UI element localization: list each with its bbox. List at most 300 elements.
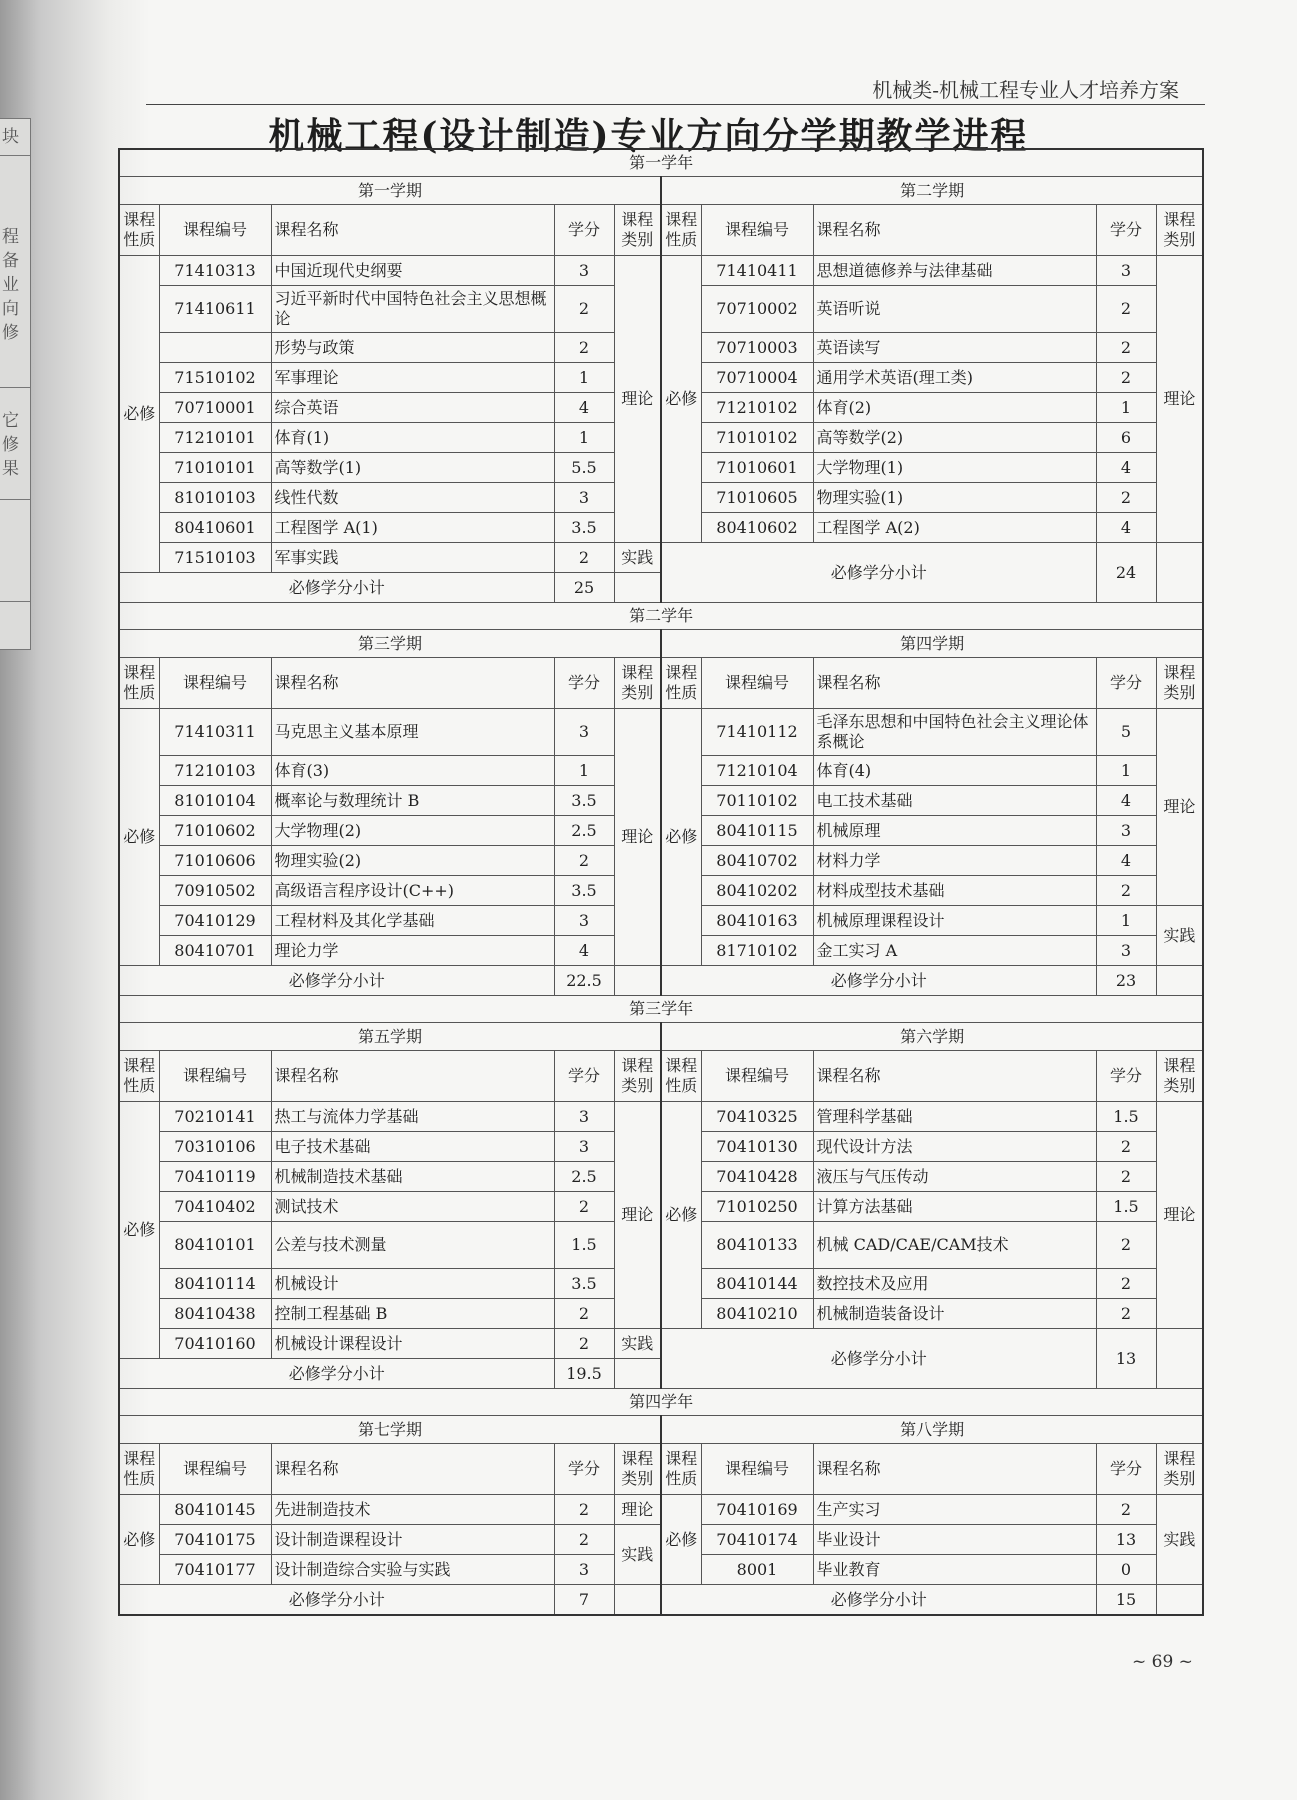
- col-header-credit: 学分: [1096, 205, 1156, 256]
- course-credit: 1.5: [1096, 1102, 1156, 1132]
- course-credit: 4: [554, 393, 614, 423]
- course-name: 设计制造综合实验与实践: [271, 1555, 554, 1585]
- col-header-name: 课程名称: [271, 658, 554, 709]
- fragment-char: 向: [2, 299, 19, 319]
- col-header-category: 课程类别: [614, 205, 661, 256]
- course-code: 80410133: [701, 1222, 813, 1269]
- course-code: 80410114: [159, 1269, 271, 1299]
- col-header-code: 课程编号: [701, 1051, 813, 1102]
- course-credit: 2: [1096, 1222, 1156, 1269]
- course-name: 机械原理课程设计: [813, 906, 1096, 936]
- course-code: 71410112: [701, 709, 813, 756]
- col-header-code: 课程编号: [159, 1444, 271, 1495]
- course-code: 80410601: [159, 513, 271, 543]
- category-cell: 理论: [1156, 256, 1203, 543]
- column-header-row: [119, 658, 1203, 709]
- course-name: 体育(2): [813, 393, 1096, 423]
- course-name: 液压与气压传动: [813, 1162, 1096, 1192]
- fragment-char: 块: [2, 127, 19, 147]
- col-header-name: 课程名称: [271, 205, 554, 256]
- course-name: 马克思主义基本原理: [271, 709, 554, 756]
- course-name: 电子技术基础: [271, 1132, 554, 1162]
- course-name: 机械制造装备设计: [813, 1299, 1096, 1329]
- course-credit: 0: [1096, 1555, 1156, 1585]
- course-credit: 1: [554, 756, 614, 786]
- schedule-table-container: [118, 148, 1202, 1616]
- year-header-row: [119, 996, 1203, 1023]
- col-header-credit: 学分: [1096, 1444, 1156, 1495]
- fragment-rule: [0, 499, 30, 500]
- col-header-name: 课程名称: [813, 205, 1096, 256]
- course-name: 高等数学(1): [271, 453, 554, 483]
- col-header-category: 课程类别: [1156, 205, 1203, 256]
- course-code: 71010101: [159, 453, 271, 483]
- course-name: 习近平新时代中国特色社会主义思想概论: [271, 286, 554, 333]
- course-code: 71010606: [159, 846, 271, 876]
- course-credit: 2: [1096, 363, 1156, 393]
- course-credit: 2.5: [554, 1162, 614, 1192]
- nature-cell: 必修: [661, 1102, 701, 1329]
- course-credit: 2.5: [554, 816, 614, 846]
- course-name: 热工与流体力学基础: [271, 1102, 554, 1132]
- course-row: [119, 966, 1203, 996]
- course-code: 80410144: [701, 1269, 813, 1299]
- course-name: 设计制造课程设计: [271, 1525, 554, 1555]
- course-credit: 1: [1096, 393, 1156, 423]
- subtotal-value: 15: [1096, 1585, 1156, 1616]
- course-name: 生产实习: [813, 1495, 1096, 1525]
- course-credit: 4: [1096, 513, 1156, 543]
- course-credit: 2: [554, 286, 614, 333]
- course-row: [119, 1585, 1203, 1616]
- course-name: 机械原理: [813, 816, 1096, 846]
- semester-header-row: [119, 177, 1203, 205]
- course-name: 思想道德修养与法律基础: [813, 256, 1096, 286]
- semester-header-row: [119, 1023, 1203, 1051]
- course-name: 通用学术英语(理工类): [813, 363, 1096, 393]
- course-code: 80410602: [701, 513, 813, 543]
- subtotal-blank: [614, 1359, 661, 1389]
- course-code: 80410438: [159, 1299, 271, 1329]
- category-cell: 实践: [614, 1525, 661, 1585]
- col-header-nature: 课程性质: [119, 1444, 159, 1495]
- course-credit: 2: [1096, 1495, 1156, 1525]
- course-name: 英语读写: [813, 333, 1096, 363]
- subtotal-label: 必修学分小计: [661, 966, 1096, 996]
- adjacent-page-fragment: [0, 118, 31, 650]
- course-credit: 1: [554, 423, 614, 453]
- course-credit: 1: [1096, 756, 1156, 786]
- course-code: 70410428: [701, 1162, 813, 1192]
- course-name: 工程图学 A(2): [813, 513, 1096, 543]
- subtotal-blank: [614, 966, 661, 996]
- subtotal-label: 必修学分小计: [119, 573, 554, 603]
- year-label: 第四学年: [119, 1389, 1203, 1416]
- col-header-nature: 课程性质: [119, 1051, 159, 1102]
- category-cell: 实践: [614, 1329, 661, 1359]
- fragment-char: 修: [2, 435, 19, 455]
- subtotal-value: 24: [1096, 543, 1156, 603]
- course-code: 70710001: [159, 393, 271, 423]
- fragment-char: 修: [2, 323, 19, 343]
- course-code: 70410119: [159, 1162, 271, 1192]
- course-name: 物理实验(2): [271, 846, 554, 876]
- semester-label: 第一学期: [119, 177, 661, 205]
- col-header-nature: 课程性质: [119, 658, 159, 709]
- fragment-char: 果: [2, 459, 19, 479]
- course-name: 金工实习 A: [813, 936, 1096, 966]
- course-code: 71210104: [701, 756, 813, 786]
- semester-header-row: [119, 630, 1203, 658]
- category-cell: 理论: [614, 1102, 661, 1329]
- subtotal-label: 必修学分小计: [661, 1585, 1096, 1616]
- course-code: 70710003: [701, 333, 813, 363]
- course-code: 71410313: [159, 256, 271, 286]
- semester-label: 第五学期: [119, 1023, 661, 1051]
- course-row: [119, 709, 1203, 756]
- column-header-row: [119, 1444, 1203, 1495]
- course-credit: 1: [1096, 906, 1156, 936]
- course-code: 71410411: [701, 256, 813, 286]
- col-header-category: 课程类别: [614, 1444, 661, 1495]
- course-row: [119, 256, 1203, 286]
- course-code: 81010103: [159, 483, 271, 513]
- course-name: 先进制造技术: [271, 1495, 554, 1525]
- col-header-credit: 学分: [554, 1444, 614, 1495]
- course-name: 电工技术基础: [813, 786, 1096, 816]
- subtotal-blank: [614, 1585, 661, 1616]
- course-name: 工程图学 A(1): [271, 513, 554, 543]
- course-code: 71010602: [159, 816, 271, 846]
- nature-cell: 必修: [119, 1102, 159, 1359]
- col-header-category: 课程类别: [1156, 1444, 1203, 1495]
- col-header-nature: 课程性质: [661, 1051, 701, 1102]
- course-name: 管理科学基础: [813, 1102, 1096, 1132]
- course-code: 70110102: [701, 786, 813, 816]
- course-code: 70710004: [701, 363, 813, 393]
- course-name: 机械设计: [271, 1269, 554, 1299]
- course-code: 8001: [701, 1555, 813, 1585]
- semester-label: 第六学期: [661, 1023, 1203, 1051]
- category-cell: 实践: [1156, 1495, 1203, 1585]
- category-cell: 理论: [1156, 709, 1203, 906]
- nature-cell: 必修: [661, 256, 701, 543]
- year-label: 第二学年: [119, 603, 1203, 630]
- col-header-name: 课程名称: [813, 658, 1096, 709]
- nature-cell: 必修: [661, 709, 701, 966]
- year-label: 第一学年: [119, 149, 1203, 177]
- fragment-char: 备: [2, 251, 19, 271]
- course-credit: 4: [1096, 846, 1156, 876]
- subtotal-value: 23: [1096, 966, 1156, 996]
- course-code: 70410169: [701, 1495, 813, 1525]
- course-code: 80410701: [159, 936, 271, 966]
- course-code: 80410210: [701, 1299, 813, 1329]
- course-credit: 3: [554, 906, 614, 936]
- course-name: 高等数学(2): [813, 423, 1096, 453]
- fragment-rule: [0, 601, 30, 602]
- subtotal-blank: [1156, 1329, 1203, 1389]
- course-credit: 4: [1096, 453, 1156, 483]
- course-credit: 2: [554, 1299, 614, 1329]
- course-name: 军事理论: [271, 363, 554, 393]
- course-credit: 2: [554, 1192, 614, 1222]
- nature-cell: 必修: [661, 1495, 701, 1585]
- fragment-rule: [0, 387, 30, 388]
- course-credit: 6: [1096, 423, 1156, 453]
- col-header-code: 课程编号: [159, 658, 271, 709]
- course-code: 70910502: [159, 876, 271, 906]
- course-code: 71510102: [159, 363, 271, 393]
- course-credit: 5.5: [554, 453, 614, 483]
- course-code: 71010250: [701, 1192, 813, 1222]
- nature-cell: 必修: [119, 1495, 159, 1585]
- course-credit: 2: [554, 846, 614, 876]
- col-header-name: 课程名称: [813, 1444, 1096, 1495]
- course-code: 70410174: [701, 1525, 813, 1555]
- col-header-category: 课程类别: [1156, 1051, 1203, 1102]
- course-code: 80410702: [701, 846, 813, 876]
- course-name: 体育(4): [813, 756, 1096, 786]
- course-credit: 1.5: [1096, 1192, 1156, 1222]
- subtotal-label: 必修学分小计: [119, 966, 554, 996]
- running-header: 机械类-机械工程专业人才培养方案: [872, 78, 1179, 102]
- category-cell: 理论: [614, 256, 661, 543]
- year-header-row: [119, 149, 1203, 177]
- year-header-row: [119, 603, 1203, 630]
- semester-label: 第八学期: [661, 1416, 1203, 1444]
- course-code: 71210101: [159, 423, 271, 453]
- course-name: 大学物理(2): [271, 816, 554, 846]
- fragment-char: 它: [2, 411, 19, 431]
- course-row: [119, 543, 1203, 573]
- course-credit: 2: [554, 333, 614, 363]
- semester-label: 第四学期: [661, 630, 1203, 658]
- course-credit: 3: [1096, 256, 1156, 286]
- year-header-row: [119, 1389, 1203, 1416]
- course-name: 英语听说: [813, 286, 1096, 333]
- course-name: 公差与技术测量: [271, 1222, 554, 1269]
- column-header-row: [119, 205, 1203, 256]
- col-header-credit: 学分: [554, 1051, 614, 1102]
- course-credit: 3.5: [554, 513, 614, 543]
- course-code: 71010605: [701, 483, 813, 513]
- subtotal-blank: [614, 573, 661, 603]
- course-code: 71410611: [159, 286, 271, 333]
- col-header-category: 课程类别: [614, 658, 661, 709]
- col-header-credit: 学分: [1096, 658, 1156, 709]
- subtotal-value: 22.5: [554, 966, 614, 996]
- col-header-nature: 课程性质: [661, 1444, 701, 1495]
- course-row: [119, 1329, 1203, 1359]
- course-name: 体育(1): [271, 423, 554, 453]
- course-name: 机械 CAD/CAE/CAM技术: [813, 1222, 1096, 1269]
- course-code: 70410160: [159, 1329, 271, 1359]
- course-name: 军事实践: [271, 543, 554, 573]
- course-row: [119, 1495, 1203, 1525]
- course-name: 线性代数: [271, 483, 554, 513]
- col-header-credit: 学分: [554, 658, 614, 709]
- course-code: 70710002: [701, 286, 813, 333]
- course-credit: 4: [554, 936, 614, 966]
- course-code: 71010102: [701, 423, 813, 453]
- course-credit: 2: [1096, 333, 1156, 363]
- year-label: 第三学年: [119, 996, 1203, 1023]
- course-code: 71010601: [701, 453, 813, 483]
- subtotal-label: 必修学分小计: [661, 543, 1096, 603]
- course-credit: 2: [1096, 1162, 1156, 1192]
- course-credit: 3: [554, 1102, 614, 1132]
- col-header-name: 课程名称: [813, 1051, 1096, 1102]
- col-header-code: 课程编号: [701, 205, 813, 256]
- course-code: 70410325: [701, 1102, 813, 1132]
- page-number: ~ 69 ~: [1132, 1652, 1193, 1672]
- course-code: 80410202: [701, 876, 813, 906]
- course-credit: 3: [554, 256, 614, 286]
- course-code: [159, 333, 271, 363]
- fragment-char: 业: [2, 275, 19, 295]
- nature-cell: 必修: [119, 709, 159, 966]
- course-name: 高级语言程序设计(C++): [271, 876, 554, 906]
- course-name: 测试技术: [271, 1192, 554, 1222]
- subtotal-blank: [1156, 543, 1203, 603]
- course-code: 71210103: [159, 756, 271, 786]
- col-header-category: 课程类别: [614, 1051, 661, 1102]
- course-credit: 2: [1096, 1132, 1156, 1162]
- nature-cell: 必修: [119, 256, 159, 573]
- course-credit: 3: [1096, 816, 1156, 846]
- subtotal-value: 7: [554, 1585, 614, 1616]
- course-credit: 2: [554, 543, 614, 573]
- header-rule: [146, 104, 1205, 105]
- subtotal-value: 25: [554, 573, 614, 603]
- course-credit: 3: [1096, 936, 1156, 966]
- course-credit: 2: [554, 1525, 614, 1555]
- subtotal-blank: [1156, 1585, 1203, 1616]
- course-credit: 2: [1096, 483, 1156, 513]
- page-title: 机械工程(设计制造)专业方向分学期教学进程: [268, 115, 1029, 157]
- course-name: 材料成型技术基础: [813, 876, 1096, 906]
- course-code: 81010104: [159, 786, 271, 816]
- subtotal-label: 必修学分小计: [661, 1329, 1096, 1389]
- course-name: 理论力学: [271, 936, 554, 966]
- col-header-credit: 学分: [1096, 1051, 1156, 1102]
- course-name: 控制工程基础 B: [271, 1299, 554, 1329]
- course-code: 70310106: [159, 1132, 271, 1162]
- course-credit: 1: [554, 363, 614, 393]
- col-header-nature: 课程性质: [661, 205, 701, 256]
- course-credit: 2: [1096, 1269, 1156, 1299]
- subtotal-label: 必修学分小计: [119, 1585, 554, 1616]
- course-credit: 3: [554, 709, 614, 756]
- category-cell: 理论: [614, 1495, 661, 1525]
- course-code: 80410145: [159, 1495, 271, 1525]
- col-header-code: 课程编号: [159, 205, 271, 256]
- course-credit: 4: [1096, 786, 1156, 816]
- col-header-name: 课程名称: [271, 1051, 554, 1102]
- course-name: 体育(3): [271, 756, 554, 786]
- col-header-name: 课程名称: [271, 1444, 554, 1495]
- category-cell: 实践: [614, 543, 661, 573]
- category-cell: 实践: [1156, 906, 1203, 966]
- course-credit: 3.5: [554, 876, 614, 906]
- course-row: [119, 1102, 1203, 1132]
- course-code: 71410311: [159, 709, 271, 756]
- subtotal-value: 19.5: [554, 1359, 614, 1389]
- col-header-code: 课程编号: [701, 1444, 813, 1495]
- course-credit: 2: [554, 1495, 614, 1525]
- course-name: 概率论与数理统计 B: [271, 786, 554, 816]
- subtotal-blank: [1156, 966, 1203, 996]
- subtotal-value: 13: [1096, 1329, 1156, 1389]
- course-credit: 2: [554, 1329, 614, 1359]
- col-header-nature: 课程性质: [119, 205, 159, 256]
- course-code: 80410163: [701, 906, 813, 936]
- course-code: 70410130: [701, 1132, 813, 1162]
- category-cell: 理论: [614, 709, 661, 966]
- course-code: 71210102: [701, 393, 813, 423]
- course-name: 数控技术及应用: [813, 1269, 1096, 1299]
- course-code: 70410129: [159, 906, 271, 936]
- course-name: 现代设计方法: [813, 1132, 1096, 1162]
- course-credit: 3: [554, 483, 614, 513]
- course-name: 毕业设计: [813, 1525, 1096, 1555]
- course-credit: 5: [1096, 709, 1156, 756]
- course-name: 机械设计课程设计: [271, 1329, 554, 1359]
- fragment-char: 程: [2, 227, 19, 247]
- course-credit: 1.5: [554, 1222, 614, 1269]
- column-header-row: [119, 1051, 1203, 1102]
- semester-label: 第三学期: [119, 630, 661, 658]
- course-credit: 3: [554, 1132, 614, 1162]
- course-name: 机械制造技术基础: [271, 1162, 554, 1192]
- semester-label: 第二学期: [661, 177, 1203, 205]
- course-credit: 3: [554, 1555, 614, 1585]
- course-name: 综合英语: [271, 393, 554, 423]
- course-name: 形势与政策: [271, 333, 554, 363]
- course-name: 物理实验(1): [813, 483, 1096, 513]
- course-name: 大学物理(1): [813, 453, 1096, 483]
- course-code: 70410175: [159, 1525, 271, 1555]
- course-name: 毕业教育: [813, 1555, 1096, 1585]
- col-header-nature: 课程性质: [661, 658, 701, 709]
- col-header-code: 课程编号: [701, 658, 813, 709]
- course-credit: 13: [1096, 1525, 1156, 1555]
- course-code: 80410115: [701, 816, 813, 846]
- course-name: 毛泽东思想和中国特色社会主义理论体系概论: [813, 709, 1096, 756]
- course-credit: 3.5: [554, 1269, 614, 1299]
- col-header-category: 课程类别: [1156, 658, 1203, 709]
- course-name: 材料力学: [813, 846, 1096, 876]
- course-name: 计算方法基础: [813, 1192, 1096, 1222]
- course-credit: 2: [1096, 876, 1156, 906]
- course-credit: 2: [1096, 1299, 1156, 1329]
- course-credit: 2: [1096, 286, 1156, 333]
- course-code: 71510103: [159, 543, 271, 573]
- course-code: 70410402: [159, 1192, 271, 1222]
- col-header-credit: 学分: [554, 205, 614, 256]
- semester-header-row: [119, 1416, 1203, 1444]
- subtotal-label: 必修学分小计: [119, 1359, 554, 1389]
- category-cell: 理论: [1156, 1102, 1203, 1329]
- course-code: 70210141: [159, 1102, 271, 1132]
- course-code: 80410101: [159, 1222, 271, 1269]
- col-header-code: 课程编号: [159, 1051, 271, 1102]
- course-code: 81710102: [701, 936, 813, 966]
- semester-label: 第七学期: [119, 1416, 661, 1444]
- semester-schedule-table: [118, 148, 1204, 1616]
- course-code: 70410177: [159, 1555, 271, 1585]
